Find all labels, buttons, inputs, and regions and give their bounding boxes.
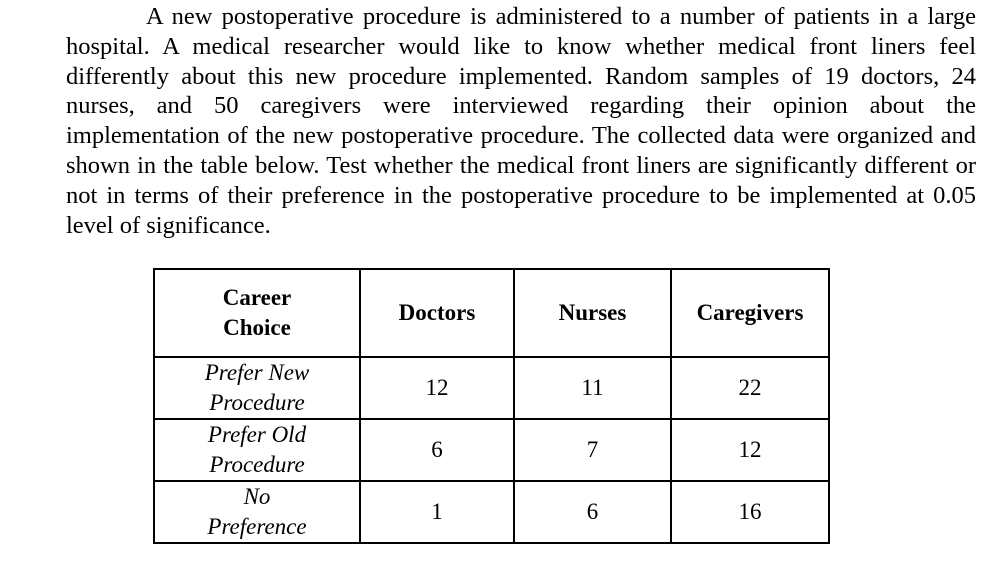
problem-statement: A new postoperative procedure is administered to a number of patients in a large hospital. A medical researcher would like to know whether medical front liners feel differently about this new procedure implemented. Random samples of 19 doctors, 24 nurses, and 50 caregivers were interviewed regarding their opinion about the implementation of the new postoperative procedure. The collected data were organized and shown in the table below. Test whether the medical front liners are significantly different or not in terms of their preference in the postoperative procedure to be implemented at 0.05 level of significance.: [66, 3, 976, 239]
table-row: [154, 419, 829, 481]
row-header-line2: Procedure: [209, 452, 305, 477]
table-row: [154, 357, 829, 419]
row-header-prefer-old: [154, 419, 360, 481]
column-header-nurses: Nurses: [514, 269, 671, 357]
contingency-table: [153, 268, 830, 544]
cell-value: 6: [514, 481, 671, 543]
row-header-no-preference: [154, 481, 360, 543]
table-row: [154, 481, 829, 543]
cell-value: 12: [671, 419, 829, 481]
row-header-prefer-new: [154, 357, 360, 419]
cell-value: 7: [514, 419, 671, 481]
cell-value: 1: [360, 481, 514, 543]
corner-header-line1: Career: [222, 285, 292, 310]
table-header-row: [154, 269, 829, 357]
cell-value: 12: [360, 357, 514, 419]
cell-value: 16: [671, 481, 829, 543]
corner-header-line2: Choice: [223, 315, 291, 340]
row-header-line1: Prefer Old: [207, 422, 307, 447]
cell-value: 22: [671, 357, 829, 419]
row-header-line1: No: [243, 484, 271, 509]
row-header-line2: Procedure: [209, 390, 305, 415]
row-header-line1: Prefer New: [204, 360, 310, 385]
column-header-caregivers: Caregivers: [671, 269, 829, 357]
cell-value: 11: [514, 357, 671, 419]
corner-header: [154, 269, 360, 357]
cell-value: 6: [360, 419, 514, 481]
column-header-doctors: Doctors: [360, 269, 514, 357]
row-header-line2: Preference: [207, 514, 307, 539]
